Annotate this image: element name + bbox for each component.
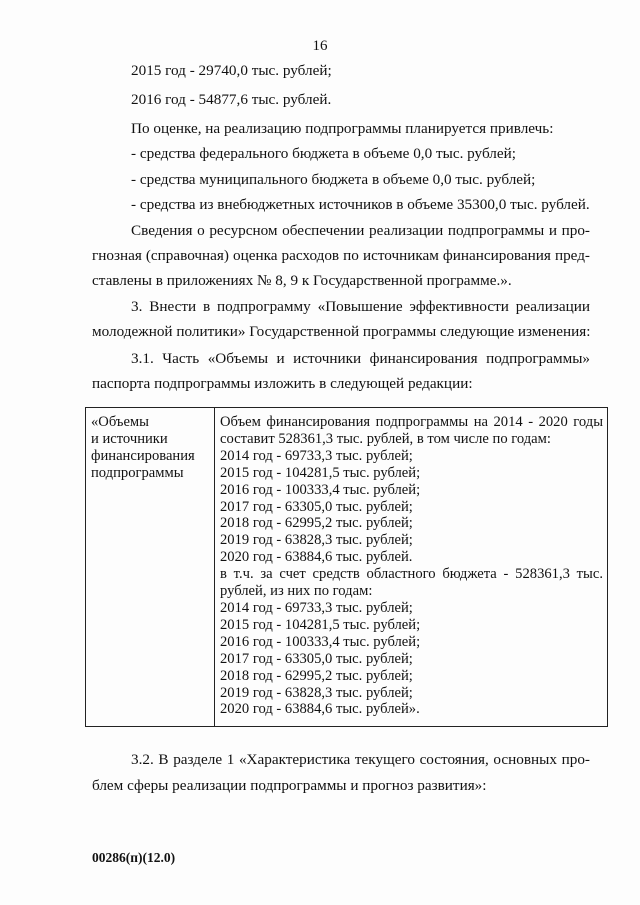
right-cell-line: 2014 год - 69733,3 тыс. рублей; <box>220 599 413 616</box>
funding-passport-table <box>85 407 608 727</box>
right-cell-line: 2017 год - 63305,0 тыс. рублей; <box>220 650 413 667</box>
resources-paragraph-line-2: гнозная (справочная) оценка расходов по источникам финансирования пред- <box>92 247 590 264</box>
document-footer-code: 00286(п)(12.0) <box>92 850 176 865</box>
right-cell-line: 2015 год - 104281,5 тыс. рублей; <box>220 464 421 481</box>
right-cell-line: 2018 год - 62995,2 тыс. рублей; <box>220 667 413 684</box>
right-cell-line: рублей, из них по годам: <box>220 583 373 600</box>
municipal-budget-line: - средства муниципального бюджета в объеме 0,0 тыс. рублей; <box>131 171 536 188</box>
right-cell-line: 2019 год - 63828,3 тыс. рублей; <box>220 684 413 701</box>
page-number: 16 <box>312 38 328 54</box>
table-row <box>86 408 608 727</box>
item32-line-2: блем сферы реализации подпрограммы и прогноз развития»: <box>92 777 487 794</box>
right-cell-line: 2020 год - 63884,6 тыс. рублей». <box>220 701 420 718</box>
item32-line-1: 3.2. В разделе 1 «Характеристика текущего состояния, основных про- <box>131 751 590 768</box>
right-cell-line: 2020 год - 63884,6 тыс. рублей. <box>220 549 413 566</box>
extrabudgetary-line: - средства из внебюджетных источников в объеме 35300,0 тыс. рублей. <box>131 196 590 213</box>
right-cell-line: 2015 год - 104281,5 тыс. рублей; <box>220 616 421 633</box>
item3-line-1: 3. Внести в подпрограмму «Повышение эффективности реализации <box>131 298 590 315</box>
table-right-cell <box>215 408 608 727</box>
right-cell-line: Объем финансирования подпрограммы на 2014 - 2020 годы <box>220 414 603 430</box>
estimate-line: По оценке, на реализацию подпрограммы планируется привлечь: <box>131 120 554 137</box>
item31-line-2: паспорта подпрограммы изложить в следующей редакции: <box>92 375 473 392</box>
resources-paragraph-line-3: ставлены в приложениях № 8, 9 к Государственной программе.». <box>92 272 512 289</box>
item31-line-1: 3.1. Часть «Объемы и источники финансирования подпрограммы» <box>131 350 590 367</box>
right-cell-line: 2018 год - 62995,2 тыс. рублей; <box>220 515 413 532</box>
right-cell-line: 2016 год - 100333,4 тыс. рублей; <box>220 633 421 650</box>
resources-paragraph-line-1: Сведения о ресурсном обеспечении реализации подпрограммы и про- <box>131 222 590 239</box>
federal-budget-line: - средства федерального бюджета в объеме 0,0 тыс. рублей; <box>131 145 516 162</box>
right-cell-line: 2014 год - 69733,3 тыс. рублей; <box>220 447 413 464</box>
left-cell-line: подпрограммы <box>91 464 184 481</box>
right-cell-line: 2019 год - 63828,3 тыс. рублей; <box>220 532 413 549</box>
funding-2015-line: 2015 год - 29740,0 тыс. рублей; <box>131 62 332 79</box>
item3-line-2: молодежной политики» Государственной программы следующие изменения: <box>92 323 591 340</box>
right-cell-line: в т.ч. за счет средств областного бюджета - 528361,3 тыс. <box>220 566 603 583</box>
right-cell-line: составит 528361,3 тыс. рублей, в том числе по годам: <box>220 430 551 447</box>
table-left-cell <box>86 408 215 727</box>
left-cell-line: и источники <box>91 430 168 447</box>
right-cell-line: 2016 год - 100333,4 тыс. рублей; <box>220 481 421 498</box>
funding-2016-line: 2016 год - 54877,6 тыс. рублей. <box>131 91 332 108</box>
right-cell-line: 2017 год - 63305,0 тыс. рублей; <box>220 498 413 515</box>
left-cell-line: «Объемы <box>91 414 149 430</box>
left-cell-line: финансирования <box>91 447 195 464</box>
